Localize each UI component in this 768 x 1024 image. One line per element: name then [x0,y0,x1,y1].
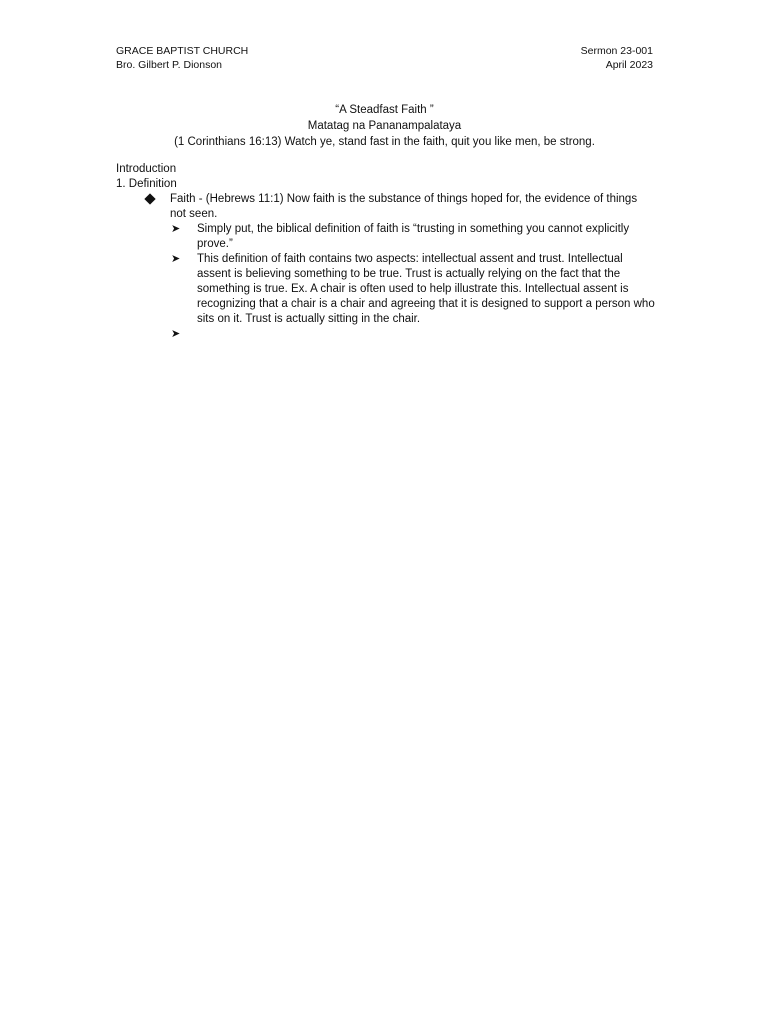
church-name: GRACE BAPTIST CHURCH [116,45,249,57]
sermon-date: April 2023 [605,59,653,71]
title-block [116,102,653,150]
section-heading: Introduction [116,163,177,175]
subsection-heading: 1. Definition [116,178,177,190]
sub-bullet-text [197,328,200,340]
speaker-name: Bro. Gilbert P. Dionson [116,59,223,71]
diamond-bullet-icon [144,193,155,204]
sermon-title: “A Steadfast Faith ” [335,104,434,116]
sermon-subtitle: Matatag na Pananampalataya [307,120,462,132]
sub-bullet-item [116,252,656,327]
header-right [581,44,653,72]
sermon-body [116,162,656,342]
bullet-item [116,192,656,222]
sub-bullet-item-empty [116,327,656,342]
header-left [116,44,248,72]
sermon-number: Sermon 23-001 [580,45,653,57]
arrowhead-bullet-icon: ➤ [171,223,181,235]
key-verse: (1 Corinthians 16:13) Watch ye, stand fast in the faith, quit you like men, be strong. [174,136,595,148]
sub-bullet-item [116,222,656,252]
arrowhead-bullet-icon: ➤ [171,328,181,340]
arrowhead-bullet-icon: ➤ [171,253,181,265]
sub-bullet-text: This definition of faith contains two aspects: intellectual assent and trust. Intellectual assent is believing something to be true. Trust is actually relying on the fact that the something is true. Ex. A chair is often used to help illustrate this. Intellectual assent is recognizing that a chair is a chair and agreeing that it is designed to support a person who sits on it. Trust is actually sitting in the chair. [197,253,655,325]
bullet-text: Faith - (Hebrews 11:1) Now faith is the substance of things hoped for, the evidence of things not seen. [170,193,638,220]
sub-bullet-text: Simply put, the biblical definition of faith is “trusting in something you cannot explicitly prove.” [197,223,630,250]
